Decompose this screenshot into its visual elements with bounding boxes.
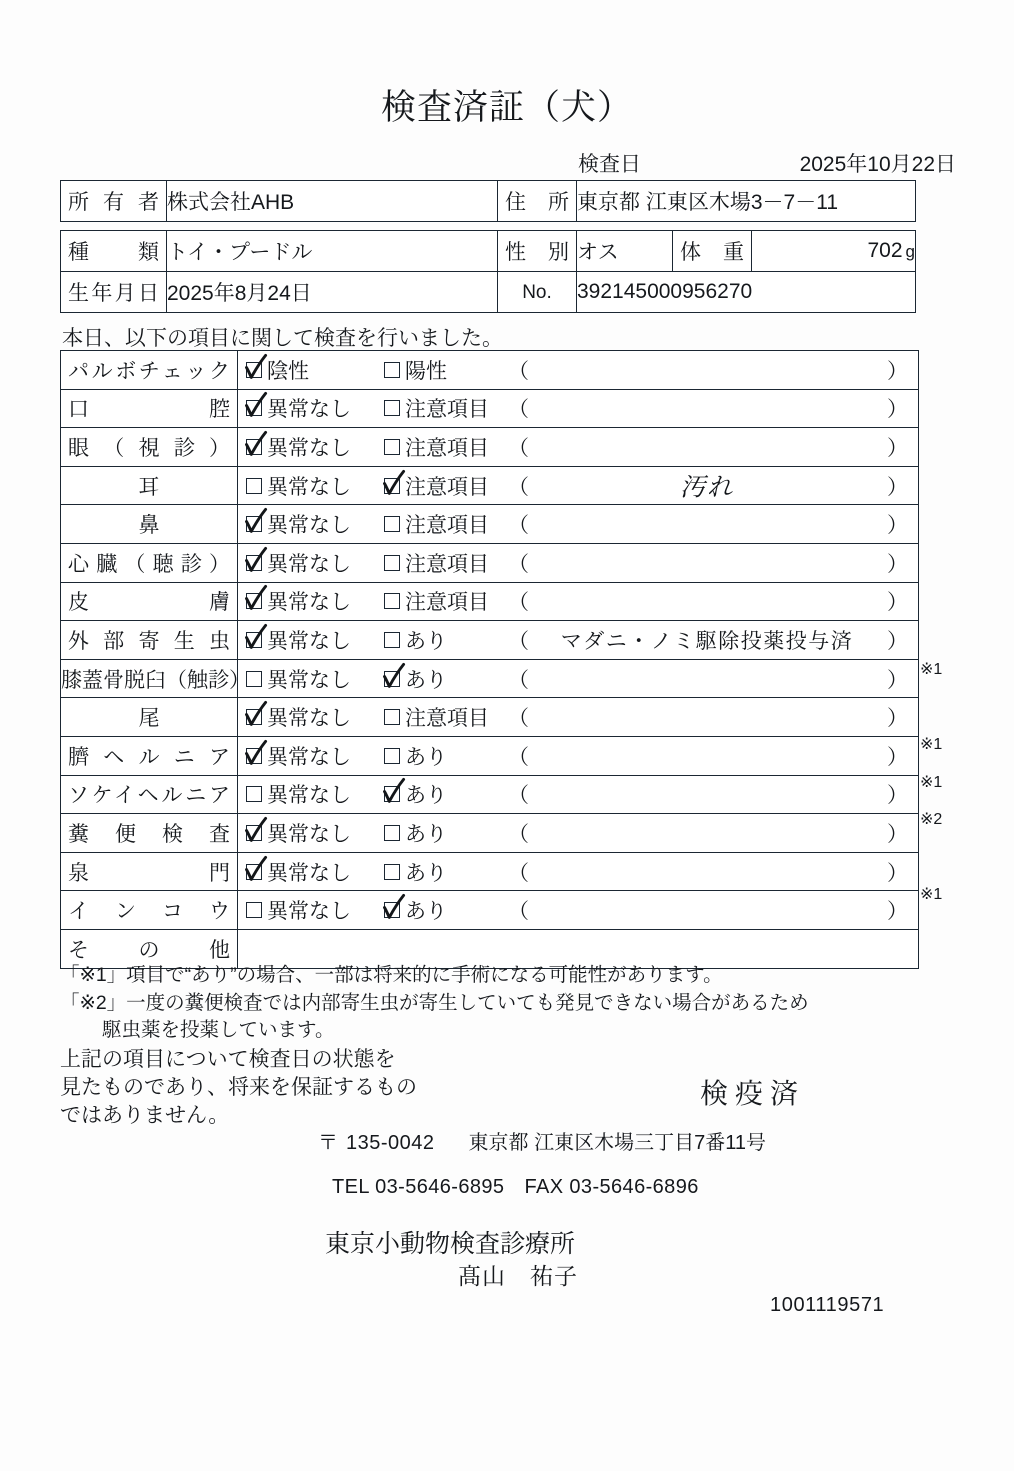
breed-label: 種類 bbox=[68, 241, 159, 264]
option-b[interactable] bbox=[384, 548, 489, 578]
checkbox-a[interactable] bbox=[246, 400, 262, 416]
item-label: 皮膚 bbox=[68, 591, 230, 615]
item-label-cell bbox=[61, 466, 238, 505]
disclaimer-line-2: 見たものであり、将来を保証するもの bbox=[60, 1075, 417, 1099]
clinic-zip: 135-0042 bbox=[346, 1132, 435, 1154]
item-label: 泉門 bbox=[68, 861, 230, 885]
table-row bbox=[61, 231, 916, 272]
option-b[interactable] bbox=[384, 586, 489, 616]
item-label-cell bbox=[61, 775, 238, 814]
table-row bbox=[61, 505, 919, 544]
address-label-cell bbox=[498, 181, 577, 222]
paren-open: （ bbox=[508, 784, 529, 808]
checkbox-a[interactable] bbox=[246, 864, 262, 880]
option-a-label: 異常なし bbox=[267, 552, 351, 576]
item-options-cell bbox=[238, 736, 919, 775]
option-a[interactable] bbox=[246, 741, 351, 771]
doctor-name: 髙山 祐子 bbox=[458, 1263, 578, 1289]
option-a[interactable] bbox=[246, 857, 351, 887]
checkbox-a[interactable] bbox=[246, 709, 262, 725]
option-b-label: 注意項目 bbox=[405, 398, 489, 422]
paren-close: ） bbox=[887, 745, 908, 769]
item-options-cell bbox=[238, 621, 919, 660]
table-row bbox=[61, 389, 919, 428]
item-label: インコウ bbox=[68, 900, 230, 924]
checkbox-b[interactable] bbox=[384, 439, 400, 455]
page-title: 検査済証（犬） bbox=[380, 88, 633, 127]
clinic-tel: TEL 03-5646-6895 bbox=[332, 1176, 505, 1198]
paren-open: （ bbox=[508, 629, 529, 653]
table-row bbox=[61, 736, 919, 775]
table-row bbox=[61, 814, 919, 853]
option-a-label: 異常なし bbox=[267, 514, 351, 538]
paren-open: （ bbox=[508, 398, 529, 422]
item-label-cell bbox=[61, 698, 238, 737]
owner-table bbox=[60, 180, 916, 222]
no-label-cell bbox=[498, 272, 577, 313]
handwritten-note: 汚れ bbox=[679, 471, 734, 501]
option-a[interactable] bbox=[246, 779, 351, 809]
item-options-cell bbox=[238, 351, 919, 390]
item-label-cell bbox=[61, 543, 238, 582]
paren-open: （ bbox=[508, 707, 529, 731]
inspection-date-line bbox=[560, 148, 960, 174]
address-value-cell: 東京都 江東区木場3－7－11 bbox=[577, 181, 916, 222]
weight-unit: g bbox=[905, 242, 915, 261]
item-options-cell bbox=[238, 659, 919, 698]
paren-close: ） bbox=[887, 475, 908, 499]
checkbox-a[interactable] bbox=[246, 786, 262, 802]
checkbox-a[interactable] bbox=[246, 362, 262, 378]
option-b[interactable] bbox=[384, 432, 489, 462]
option-a-label: 異常なし bbox=[267, 861, 351, 885]
item-label-cell bbox=[61, 428, 238, 467]
paren-close: ） bbox=[887, 668, 908, 692]
item-label: 糞便検査 bbox=[68, 822, 230, 846]
item-label: その他 bbox=[68, 938, 230, 962]
disclaimer-line-3: ではありません。 bbox=[60, 1103, 230, 1127]
item-label: 心臓（聴診） bbox=[68, 552, 230, 576]
option-a-label: 異常なし bbox=[267, 475, 351, 499]
paren-open: （ bbox=[508, 475, 529, 499]
serial-number: 1001119571 bbox=[770, 1294, 885, 1316]
paren-close: ） bbox=[887, 784, 908, 808]
option-a-label: 異常なし bbox=[267, 822, 351, 846]
inspection-date-label: 検査日 bbox=[578, 153, 641, 176]
table-row bbox=[61, 466, 919, 505]
checkbox-b[interactable] bbox=[384, 786, 400, 802]
paren-close: ） bbox=[887, 822, 908, 846]
item-label: 外部寄生虫 bbox=[68, 629, 230, 653]
item-options-cell bbox=[238, 852, 919, 891]
footnote-1: 「※1」項目で“あり”の場合、一部は将来的に手術になる可能性があります。 bbox=[60, 964, 723, 986]
sex-value-cell: オス bbox=[577, 231, 673, 272]
option-a[interactable] bbox=[246, 548, 351, 578]
item-options-cell bbox=[238, 698, 919, 737]
item-label-cell bbox=[61, 582, 238, 621]
item-label: 耳 bbox=[138, 475, 160, 499]
birthdate-label: 生年月日 bbox=[68, 282, 159, 305]
item-label-cell bbox=[61, 389, 238, 428]
option-a-label: 陰性 bbox=[267, 359, 309, 383]
birthdate-label-cell bbox=[61, 272, 167, 313]
option-a[interactable] bbox=[246, 355, 309, 385]
clinic-name: 東京小動物検査診療所 bbox=[325, 1230, 576, 1258]
table-row bbox=[61, 775, 919, 814]
paren-open: （ bbox=[508, 668, 529, 692]
checkbox-a[interactable] bbox=[246, 555, 262, 571]
checkbox-b[interactable] bbox=[384, 516, 400, 532]
option-b-label: 注意項目 bbox=[405, 591, 489, 615]
option-a[interactable] bbox=[246, 586, 351, 616]
option-b[interactable] bbox=[384, 393, 489, 423]
item-options-cell bbox=[238, 582, 919, 621]
option-b-label: あり bbox=[405, 861, 447, 885]
option-b[interactable] bbox=[384, 702, 489, 732]
note-marker: ※1 bbox=[920, 886, 943, 904]
table-row bbox=[61, 852, 919, 891]
item-label: ソケイヘルニア bbox=[68, 784, 230, 808]
weight-value-cell bbox=[752, 231, 916, 272]
note-marker: ※2 bbox=[920, 811, 943, 829]
option-a[interactable] bbox=[246, 393, 351, 423]
table-row bbox=[61, 428, 919, 467]
checkbox-b[interactable] bbox=[384, 709, 400, 725]
option-b[interactable] bbox=[384, 895, 447, 925]
item-options-cell bbox=[238, 505, 919, 544]
checkbox-a[interactable] bbox=[246, 439, 262, 455]
option-b[interactable] bbox=[384, 779, 447, 809]
note-marker: ※1 bbox=[920, 773, 943, 791]
option-b[interactable] bbox=[384, 857, 447, 887]
weight-value: 702 bbox=[867, 239, 903, 262]
paren-open: （ bbox=[508, 745, 529, 769]
item-label-cell bbox=[61, 621, 238, 660]
checkbox-b[interactable] bbox=[384, 478, 400, 494]
checkbox-b[interactable] bbox=[384, 864, 400, 880]
checkbox-b[interactable] bbox=[384, 748, 400, 764]
item-label: 眼（視診） bbox=[68, 436, 230, 460]
postal-mark-icon: 〒 bbox=[318, 1132, 338, 1154]
option-a-label: 異常なし bbox=[267, 745, 351, 769]
item-label: 膝蓋骨脱臼（触診） bbox=[61, 668, 250, 692]
option-a-label: 異常なし bbox=[267, 629, 351, 653]
option-b-label: あり bbox=[405, 784, 447, 808]
table-row bbox=[61, 272, 916, 313]
footnote-2: 「※2」一度の糞便検査では内部寄生虫が寄生していても発見できない場合があるため bbox=[60, 991, 809, 1014]
owner-value-cell: 株式会社AHB bbox=[167, 181, 498, 222]
table-row bbox=[61, 891, 919, 930]
paren-close: ） bbox=[887, 514, 908, 538]
weight-label-cell bbox=[673, 231, 752, 272]
item-label-cell bbox=[61, 659, 250, 698]
paren-close: ） bbox=[887, 707, 908, 731]
item-label-cell bbox=[61, 814, 238, 853]
sex-label-cell bbox=[498, 231, 577, 272]
note-marker: ※1 bbox=[920, 736, 943, 753]
option-b-label: あり bbox=[405, 900, 447, 924]
sex-label: 性別 bbox=[505, 241, 569, 264]
option-b-label: あり bbox=[405, 629, 447, 653]
quarantine-stamp: 検疫済 bbox=[700, 1079, 806, 1110]
breed-value-cell: トイ・プードル bbox=[167, 231, 498, 272]
checkbox-b[interactable] bbox=[384, 632, 400, 648]
option-a[interactable] bbox=[246, 702, 351, 732]
item-label: パルボチェック bbox=[68, 359, 230, 383]
option-a-label: 異常なし bbox=[267, 436, 351, 460]
checkbox-b[interactable] bbox=[384, 362, 400, 378]
checkbox-a[interactable] bbox=[246, 593, 262, 609]
option-b-label: 注意項目 bbox=[405, 707, 489, 731]
item-label-cell bbox=[61, 852, 238, 891]
paren-open: （ bbox=[508, 900, 529, 924]
item-options-cell bbox=[238, 814, 919, 853]
item-label: 鼻 bbox=[138, 514, 160, 538]
paren-close: ） bbox=[887, 359, 908, 383]
option-b[interactable] bbox=[384, 509, 489, 539]
owner-label: 所有者 bbox=[68, 191, 159, 214]
table-row bbox=[61, 351, 919, 390]
item-options-cell bbox=[238, 775, 919, 814]
item-label: 尾 bbox=[138, 707, 160, 731]
option-a-label: 異常なし bbox=[267, 707, 351, 731]
table-row bbox=[61, 621, 919, 660]
item-label: 口腔 bbox=[68, 398, 230, 422]
option-b[interactable] bbox=[384, 355, 447, 385]
item-label: 臍ヘルニア bbox=[68, 745, 230, 769]
address-label: 住所 bbox=[505, 191, 569, 214]
item-options-cell bbox=[238, 389, 919, 428]
option-a-label: 異常なし bbox=[267, 784, 351, 808]
checkbox-a[interactable] bbox=[246, 632, 262, 648]
option-a[interactable] bbox=[246, 509, 351, 539]
note-marker: ※1 bbox=[920, 660, 943, 678]
birthdate-value-cell: 2025年8月24日 bbox=[167, 272, 498, 313]
checkbox-b[interactable] bbox=[384, 825, 400, 841]
option-a-label: 異常なし bbox=[267, 591, 351, 615]
paren-open: （ bbox=[508, 359, 529, 383]
paren-close: ） bbox=[887, 591, 908, 615]
checkbox-b[interactable] bbox=[384, 671, 400, 687]
table-row bbox=[61, 543, 919, 582]
option-b-label: 注意項目 bbox=[405, 436, 489, 460]
paren-open: （ bbox=[508, 822, 529, 846]
item-label-cell bbox=[61, 736, 238, 775]
paren-open: （ bbox=[508, 861, 529, 885]
option-b-label: 注意項目 bbox=[405, 514, 489, 538]
checkbox-b[interactable] bbox=[384, 555, 400, 571]
table-row bbox=[61, 582, 919, 621]
owner-label-cell bbox=[61, 181, 167, 222]
paren-open: （ bbox=[508, 552, 529, 576]
paren-close: ） bbox=[887, 861, 908, 885]
paren-close: ） bbox=[887, 900, 908, 924]
option-b-label: 陽性 bbox=[405, 359, 447, 383]
option-b[interactable] bbox=[384, 741, 447, 771]
item-options-cell bbox=[238, 428, 919, 467]
table-row bbox=[61, 659, 919, 698]
option-a-label: 異常なし bbox=[267, 398, 351, 422]
inspection-items-table bbox=[60, 350, 919, 969]
paren-close: ） bbox=[887, 436, 908, 460]
clinic-tel-line bbox=[332, 1176, 699, 1199]
checkbox-b[interactable] bbox=[384, 902, 400, 918]
disclaimer bbox=[60, 1046, 460, 1130]
option-b[interactable] bbox=[384, 625, 447, 655]
footnote-3: 駆虫薬を投薬しています。 bbox=[102, 1019, 335, 1042]
option-a[interactable] bbox=[246, 471, 351, 501]
checkbox-b[interactable] bbox=[384, 593, 400, 609]
paren-open: （ bbox=[508, 436, 529, 460]
option-a-label: 異常なし bbox=[267, 900, 351, 924]
item-options-cell bbox=[238, 891, 919, 930]
option-b-label: あり bbox=[405, 822, 447, 846]
paren-close: ） bbox=[887, 398, 908, 422]
breed-label-cell bbox=[61, 231, 167, 272]
option-a[interactable] bbox=[246, 625, 351, 655]
clinic-address: 東京都 江東区木場三丁目7番11号 bbox=[468, 1132, 766, 1154]
item-options-cell bbox=[238, 466, 919, 505]
no-label: No. bbox=[522, 282, 552, 303]
option-b[interactable] bbox=[384, 664, 447, 694]
item-label-cell bbox=[61, 351, 238, 390]
weight-label: 体重 bbox=[680, 241, 744, 264]
clinic-fax: FAX 03-5646-6896 bbox=[524, 1176, 699, 1198]
checkbox-a[interactable] bbox=[246, 478, 262, 494]
checkbox-a[interactable] bbox=[246, 748, 262, 764]
option-b-label: あり bbox=[405, 668, 447, 692]
paren-close: ） bbox=[887, 552, 908, 576]
option-b-label: あり bbox=[405, 745, 447, 769]
checkbox-a[interactable] bbox=[246, 825, 262, 841]
disclaimer-line-1: 上記の項目について検査日の状態を bbox=[60, 1048, 396, 1071]
option-b[interactable] bbox=[384, 471, 489, 501]
option-a[interactable] bbox=[246, 432, 351, 462]
animal-table bbox=[60, 230, 916, 313]
option-b-label: 注意項目 bbox=[405, 475, 489, 499]
paren-open: （ bbox=[508, 591, 529, 615]
item-label-cell bbox=[61, 505, 238, 544]
checkbox-a[interactable] bbox=[246, 671, 262, 687]
paren-close: ） bbox=[887, 629, 908, 653]
option-a-label: 異常なし bbox=[267, 668, 351, 692]
no-value-cell: 392145000956270 bbox=[577, 272, 916, 313]
table-row bbox=[61, 181, 916, 222]
checkbox-a[interactable] bbox=[246, 902, 262, 918]
checkbox-b[interactable] bbox=[384, 400, 400, 416]
printed-note: マダニ・ノミ駆除投薬投与済 bbox=[560, 629, 854, 653]
option-b[interactable] bbox=[384, 818, 447, 848]
intro-sentence: 本日、以下の項目に関して検査を行いました。 bbox=[62, 327, 503, 350]
paren-open: （ bbox=[508, 514, 529, 538]
option-b-label: 注意項目 bbox=[405, 552, 489, 576]
option-a[interactable] bbox=[246, 664, 351, 694]
item-label-cell bbox=[61, 891, 238, 930]
option-a[interactable] bbox=[246, 895, 351, 925]
checkbox-a[interactable] bbox=[246, 516, 262, 532]
clinic-address-line bbox=[318, 1126, 766, 1155]
option-a[interactable] bbox=[246, 818, 351, 848]
inspection-date-value: 2025年10月22日 bbox=[799, 153, 956, 176]
item-options-cell bbox=[238, 543, 919, 582]
table-row bbox=[61, 698, 919, 737]
footnotes bbox=[60, 962, 940, 1045]
